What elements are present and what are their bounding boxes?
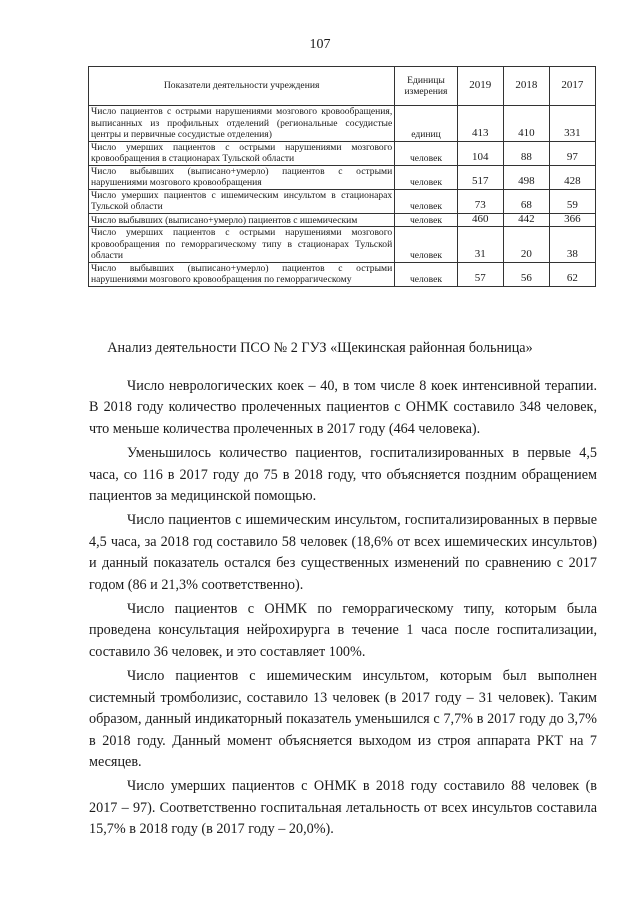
row-value-2017: 59 [549, 189, 595, 213]
row-indicator: Число выбывших (выписано+умерло) пациентов с острыми нарушениями мозгового кровообращения [89, 165, 395, 189]
row-value-2018: 498 [503, 165, 549, 189]
section-title: Анализ деятельности ПСО № 2 ГУЗ «Щекинская районная больница» [107, 340, 533, 356]
header-unit: Единицы измерения [395, 67, 457, 106]
row-value-2018: 56 [503, 262, 549, 286]
row-value-2018: 88 [503, 141, 549, 165]
row-indicator: Число выбывших (выписано+умерло) пациентов с острыми нарушениями мозгового кровообращения по геморрагическому [89, 262, 395, 286]
row-value-2018: 442 [503, 213, 549, 227]
paragraph: Число неврологических коек – 40, в том числе 8 коек интенсивной терапии. В 2018 году количество пролеченных пациентов с ОНМК составило 348 человек, что меньше количества пролеченных в 2017 году (464 человека). [89, 378, 597, 437]
table-row [89, 213, 596, 227]
table-row [89, 106, 596, 142]
row-value-2019: 31 [457, 227, 503, 263]
row-value-2018: 20 [503, 227, 549, 263]
row-value-2019: 57 [457, 262, 503, 286]
header-indicator: Показатели деятельности учреждения [89, 67, 395, 106]
row-indicator: Число выбывших (выписано+умерло) пациентов с ишемическим [89, 213, 395, 227]
paragraph: Число умерших пациентов с ОНМК в 2018 году составило 88 человек (в 2017 – 97). Соответственно госпитальная летальность от всех инсультов составила 15,7% в 2018 году (в 2017 году – 20,0%). [89, 778, 597, 838]
header-year-2018: 2018 [503, 67, 549, 106]
row-indicator: Число умерших пациентов с ишемическим инсультом в стационарах Тульской области [89, 189, 395, 213]
table-row [89, 189, 596, 213]
header-year-2019: 2019 [457, 67, 503, 106]
paragraph: Число пациентов с ишемическим инсультом, которым был выполнен системный тромболизис, составило 13 человек (в 2017 году – 31 человек). Таким образом, данный индикаторный показатель уменьшился с 7,7% в 2017 году до 3,7% в 2018 году. Данный момент объясняется выходом из строя аппарата РКТ на 7 месяцев. [89, 668, 597, 770]
row-value-2018: 410 [503, 106, 549, 142]
row-indicator: Число умерших пациентов с острыми нарушениями мозгового кровообращения по геморрагическому типу в стационарах Тульской области [89, 227, 395, 263]
header-year-2017: 2017 [549, 67, 595, 106]
row-value-2019: 104 [457, 141, 503, 165]
row-value-2017: 62 [549, 262, 595, 286]
row-value-2017: 97 [549, 141, 595, 165]
row-value-2017: 38 [549, 227, 595, 263]
row-unit: человек [395, 227, 457, 263]
row-unit: единиц [395, 106, 457, 142]
row-unit: человек [395, 213, 457, 227]
paragraph: Число пациентов с ишемическим инсультом, госпитализированных в первые 4,5 часа, за 2018 год составило 58 человек (18,6% от всех ишемических инсультов) и данный показатель остался без существенных изменений по сравнению с 2017 годом (86 и 21,3% соответственно). [89, 512, 597, 593]
paragraph: Число пациентов с ОНМК по геморрагическому типу, которым была проведена консультация нейрохирурга в течение 1 часа после госпитализации, составило 36 человек, и это составляет 100%. [89, 601, 597, 660]
row-unit: человек [395, 262, 457, 286]
table-header-row [89, 67, 596, 106]
row-value-2019: 460 [457, 213, 503, 227]
row-value-2017: 331 [549, 106, 595, 142]
row-unit: человек [395, 141, 457, 165]
analysis-body [89, 376, 597, 844]
row-unit: человек [395, 165, 457, 189]
table-row [89, 262, 596, 286]
row-value-2018: 68 [503, 189, 549, 213]
row-indicator: Число пациентов с острыми нарушениями мозгового кровообращения, выписанных из профильных отделений (региональные сосудистые центры и первичные сосудистые отделения) [89, 106, 395, 142]
table-row [89, 141, 596, 165]
paragraph: Уменьшилось количество пациентов, госпитализированных в первые 4,5 часа, со 116 в 2017 году до 75 в 2018 году, что объясняется поздним обращением пациентов за медицинской помощью. [89, 445, 597, 505]
table-row [89, 165, 596, 189]
row-value-2017: 366 [549, 213, 595, 227]
page-number: 107 [309, 37, 331, 52]
indicators-table [88, 66, 596, 287]
row-value-2019: 413 [457, 106, 503, 142]
row-value-2017: 428 [549, 165, 595, 189]
table-row [89, 227, 596, 263]
row-indicator: Число умерших пациентов с острыми нарушениями мозгового кровообращения в стационарах Тульской области [89, 141, 395, 165]
row-unit: человек [395, 189, 457, 213]
row-value-2019: 73 [457, 189, 503, 213]
row-value-2019: 517 [457, 165, 503, 189]
